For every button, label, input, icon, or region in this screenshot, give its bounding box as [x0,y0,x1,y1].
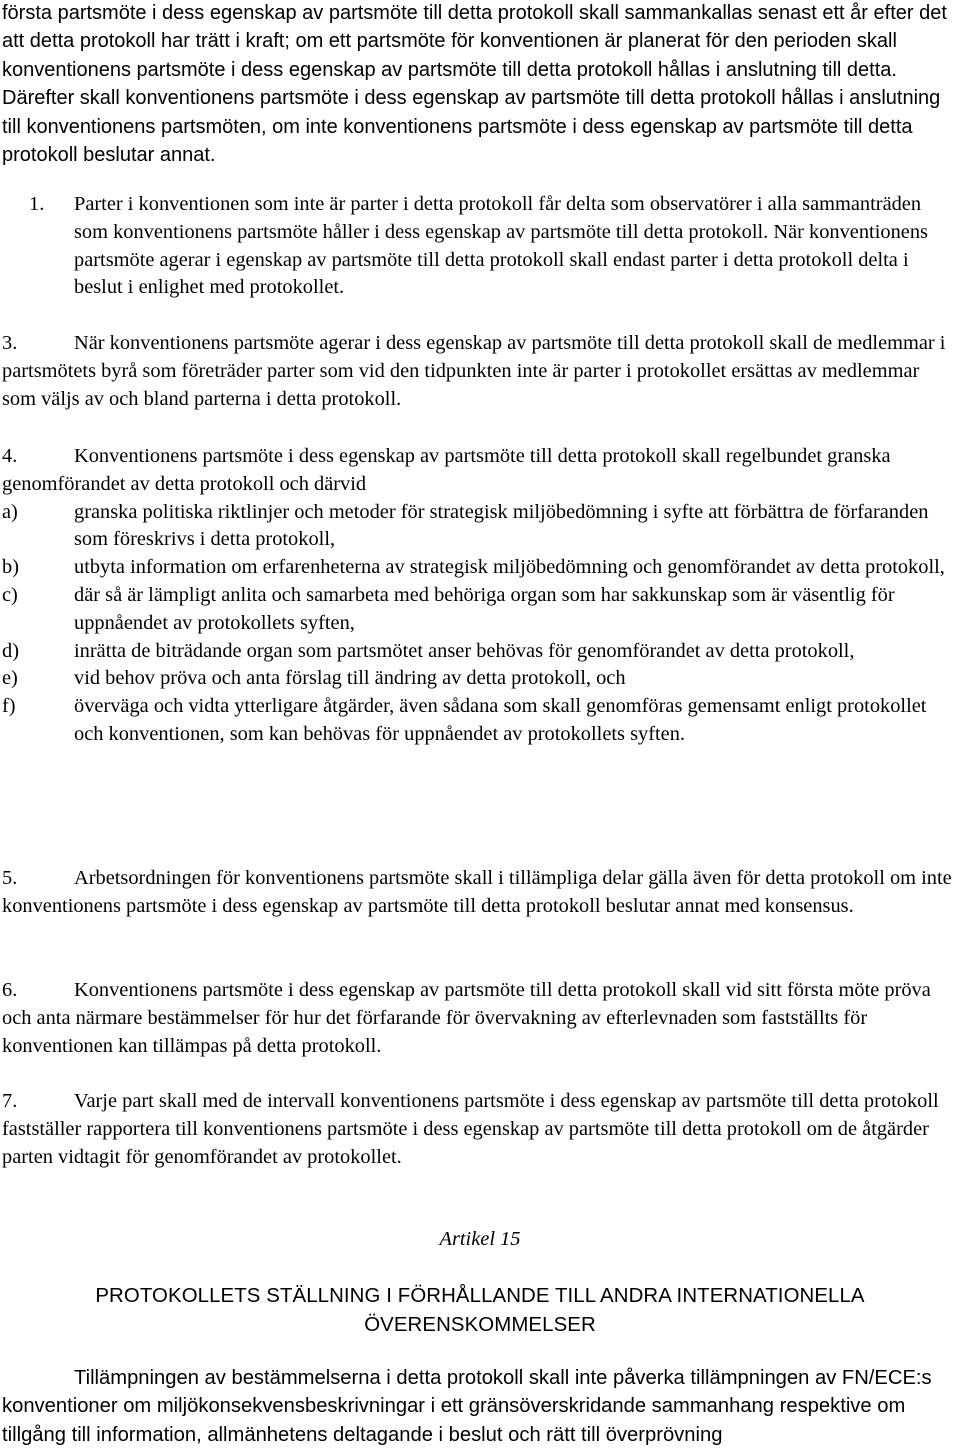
paragraph-7-text: Varje part skall med de intervall konventionens partsmöte i dess egenskap av partsmöte till detta protokoll fastställer rapportera till konventionens partsmöte i dess egenskap av partsmöte till detta protokoll om de åtgärder parten vidtagit för genomförandet av protokollet. [2,1090,939,1168]
paragraph-4-list [2,499,958,749]
list-item [2,582,958,638]
list-item-text: överväga och vidta ytterligare åtgärder, även sådana som skall genomföras gemensamt enligt protokollet och konventionen, som kan behövas för uppnåendet av protokollets syften. [74,695,927,745]
paragraph-1-number: 1. [29,193,45,215]
paragraph-3-number: 3. [2,332,18,354]
paragraph-5-text: Arbetsordningen för konventionens partsmöte skall i tillämpliga delar gälla även för detta protokoll om inte konventionens partsmöte i dess egenskap av partsmöte till detta protokoll beslutar annat med konsensus. [2,867,952,917]
paragraph-6 [2,977,958,1060]
list-item [2,693,958,749]
paragraph-4-body [2,443,958,499]
paragraph-3 [2,330,958,413]
list-item-label: d) [2,639,19,662]
paragraph-4 [2,443,958,749]
article-body [2,1364,958,1449]
list-item-text: inrätta de biträdande organ som partsmötet anser behövas för genomförandet av detta protokoll, [74,639,855,662]
list-item [2,499,958,555]
list-item-label: e) [2,667,18,690]
intro-paragraph [2,0,958,169]
paragraph-1-text: Parter i konventionen som inte är parter i detta protokoll får delta som observatörer i alla sammanträden som konventionens partsmöte håller i dess egenskap av partsmöte till detta protokoll. När konventionens partsmöte agerar i egenskap av partsmöte till detta protokoll skall endast parter i detta protokoll delta i beslut i enlighet med protokollet. [74,193,928,299]
list-item-label: a) [2,500,18,523]
list-item-text: vid behov pröva och anta förslag till ändring av detta protokoll, och [74,667,626,690]
paragraph-5-body [2,865,958,921]
paragraph-1 [2,191,958,302]
list-item-text: granska politiska riktlinjer och metoder för strategisk miljöbedömning i syfte att förbättra de förfaranden som föreskrivs i detta protokoll, [74,500,929,551]
list-item [2,665,958,693]
paragraph-7-number: 7. [2,1090,18,1112]
list-item-text: där så är lämpligt anlita och samarbeta med behöriga organ som har sakkunskap som är väsentlig för uppnåendet av protokollets syften, [74,583,895,634]
paragraph-3-body [2,330,958,413]
paragraph-5 [2,865,958,921]
paragraph-4-text: Konventionens partsmöte i dess egenskap av partsmöte till detta protokoll skall regelbundet granska genomförandet av detta protokoll och därvid [2,445,891,495]
paragraph-7 [2,1088,958,1171]
paragraph-6-text: Konventionens partsmöte i dess egenskap av partsmöte till detta protokoll skall vid sitt första möte pröva och anta närmare bestämmelser för hur det förfarande för övervakning av efterlevnaden som fastställts för konventionen kan tillämpas på detta protokoll. [2,979,931,1057]
list-item-label: f) [2,695,16,718]
intro-text: första partsmöte i dess egenskap av partsmöte till detta protokoll skall sammankallas senast ett år efter det att detta protokoll har trätt i kraft; om ett partsmöte för konventionen är planerat för den perioden skall konventionens partsmöte i dess egenskap av partsmöte till detta protokoll hållas i anslutning till detta. Därefter skall konventionens partsmöte i dess egenskap av partsmöte till detta protokoll hållas i anslutning till konventionens partsmöten, om inte konventionens partsmöte i dess egenskap av partsmöte till detta protokoll beslutar annat. [2,2,947,167]
paragraph-6-number: 6. [2,979,18,1001]
list-item-text: utbyta information om erfarenheterna av strategisk miljöbedömning och genomförandet av detta protokoll, [74,556,945,579]
list-item [2,638,958,666]
article-body-text: Tillämpningen av bestämmelserna i detta protokoll skall inte påverka tillämpningen av FN/ECE:s konventioner om miljökonsekvensbeskrivningar i ett gränsöverskridande sammanhang respektive om tillgång till information, allmänhetens deltagande i beslut och rätt till överprövning [2,1367,932,1446]
article-heading-line-1: PROTOKOLLETS STÄLLNING I FÖRHÅLLANDE TILL ANDRA INTERNATIONELLA [95,1285,865,1307]
paragraph-4-number: 4. [2,445,18,467]
paragraph-7-body [2,1088,958,1171]
list-item [2,554,958,582]
article-heading-line-2: ÖVERENSKOMMELSER [364,1314,596,1336]
list-item-label: c) [2,583,18,606]
article-title: Artikel 15 [439,1228,521,1250]
paragraph-3-text: När konventionens partsmöte agerar i dess egenskap av partsmöte till detta protokoll skall de medlemmar i partsmötets byrå som företräder parter som vid den tidpunkten inte är parter i protokollet ersättas av medlemmar som väljs av och bland parterna i detta protokoll. [2,332,946,410]
paragraph-1-body [2,191,958,302]
list-item-label: b) [2,556,19,579]
paragraph-5-number: 5. [2,867,18,889]
paragraph-6-body [2,977,958,1060]
